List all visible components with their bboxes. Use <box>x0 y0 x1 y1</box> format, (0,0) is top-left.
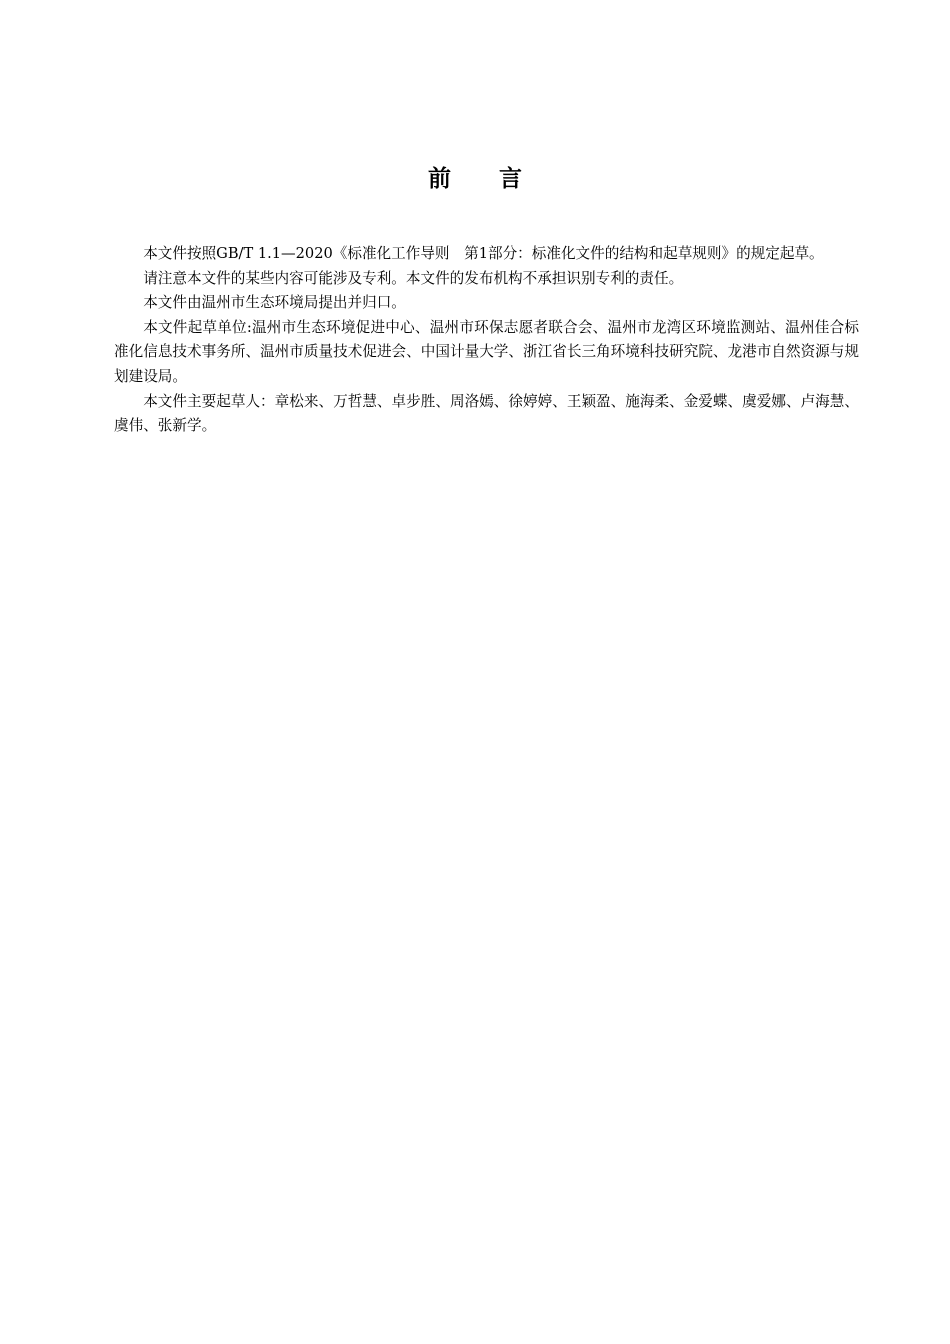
paragraph-drafting-units: 本文件起草单位:温州市生态环境促进中心、温州市环保志愿者联合会、温州市龙湾区环境监测站、温州佳合标准化信息技术事务所、温州市质量技术促进会、中国计量大学、浙江省长三角环境科技研究院、龙港市自然资源与规划建设局。 <box>114 318 859 385</box>
paragraph-patent-notice: 请注意本文件的某些内容可能涉及专利。本文件的发布机构不承担识别专利的责任。 <box>143 269 684 287</box>
foreword-body <box>114 242 859 439</box>
paragraph-drafters: 本文件主要起草人：章松来、万哲慧、卓步胜、周洛嫣、徐婷婷、王颖盈、施海柔、金爱蝶、虞爱娜、卢海慧、虞伟、张新学。 <box>114 392 859 435</box>
paragraph-proposer: 本文件由温州市生态环境局提出并归口。 <box>143 294 406 312</box>
paragraph-standard-basis: 本文件按照GB/T 1.1—2020《标准化工作导则 第1部分：标准化文件的结构和起草规则》的规定起草。 <box>143 245 824 262</box>
page-title: 前言 <box>428 166 570 192</box>
